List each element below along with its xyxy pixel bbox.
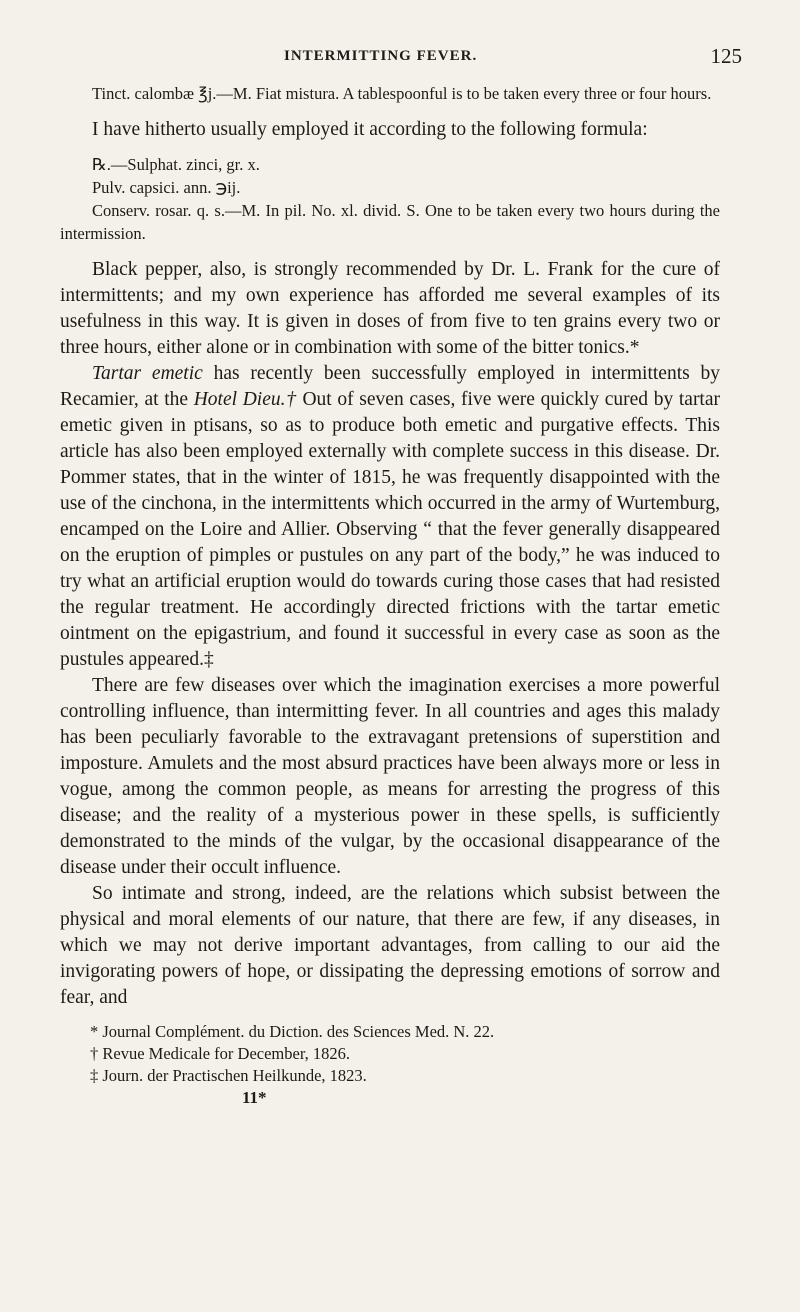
- tartar-emetic-term: Tartar emetic: [92, 363, 203, 384]
- footnote-1: * Journal Complément. du Diction. des Sciences Med. N. 22.: [90, 1022, 495, 1041]
- recipe-line-2: Pulv. capsici. ann. ℈ij.: [92, 178, 241, 197]
- signature-mark: 11*: [242, 1088, 267, 1107]
- tartar-emetic-paragraph: [60, 361, 720, 673]
- prescription-continuation: Tinct. calombæ ℥j.—M. Fiat mistura. A tablespoonful is to be taken every three or four hours.: [92, 84, 712, 103]
- recipe-block: [60, 153, 720, 245]
- running-title: INTERMITTING FEVER.: [284, 48, 478, 64]
- black-pepper-paragraph: Black pepper, also, is strongly recommended by Dr. L. Frank for the cure of intermittents; and my own experience has afforded me several examples of its usefulness in this way. It is given in doses of from five to ten grains every two or three hours, either alone or in combination with some of the bitter tonics.*: [60, 259, 720, 358]
- footnotes: [60, 1021, 720, 1109]
- moral-elements-paragraph: So intimate and strong, indeed, are the relations which subsist between the physical and moral elements of our nature, that there are few, if any diseases, in which we may not derive important advantages, from calling to our aid the invigorating powers of hope, or dissipating the depressing emotions of sorrow and fear, and: [60, 883, 720, 1008]
- recipe-line-1: ℞.—Sulphat. zinci, gr. x.: [92, 155, 260, 174]
- imagination-paragraph: There are few diseases over which the imagination exercises a more powerful controlling influence, than intermitting fever. In all countries and ages this malady has been peculiarly favorable to the extravagant pretensions of superstition and imposture. Amulets and the most absurd practices have been always more or less in vogue, among the common people, as means for arresting the progress of this disease; and the reality of a mysterious power in these spells, is sufficiently demonstrated to the minds of the vulgar, by the occasional disappearance of the disease under their occult influence.: [60, 675, 720, 878]
- hotel-dieu-term: Hotel Dieu.†: [193, 389, 297, 410]
- tartar-emetic-text-2: Out of seven cases, five were quickly cured by tartar emetic given in ptisans, so as to produce both emetic and purgative effects. This article has also been employed externally with complete success in this disease. Dr. Pommer states, that in the winter of 1815, he was frequently disappointed with the use of the cinchona, in the intermittents which occurred in the army of Wurtemburg, encamped on the Loire and Allier. Observing “ that the fever generally disappeared on the eruption of pimples or pustules on any part of the body,” he was induced to try what an artificial eruption would do towards curing those cases that had resisted the regular treatment. He accordingly directed frictions with the tartar emetic ointment on the epigastrium, and found it successful in every case as soon as the pustules appeared.‡: [60, 389, 721, 670]
- tartar-emetic-text-1: has recently been successfully employed in intermittents by Recamier, at the: [60, 363, 720, 410]
- page-number: 125: [710, 44, 742, 68]
- running-head: [60, 44, 742, 72]
- formula-intro-paragraph: I have hitherto usually employed it according to the following formula:: [92, 119, 648, 140]
- footnote-2: † Revue Medicale for December, 1826.: [90, 1044, 351, 1063]
- book-page: [60, 44, 742, 1109]
- footnote-3: ‡ Journ. der Practischen Heilkunde, 1823.: [90, 1066, 367, 1085]
- recipe-line-3: Conserv. rosar. q. s.—M. In pil. No. xl. divid. S. One to be taken every two hours during the intermission.: [60, 201, 720, 243]
